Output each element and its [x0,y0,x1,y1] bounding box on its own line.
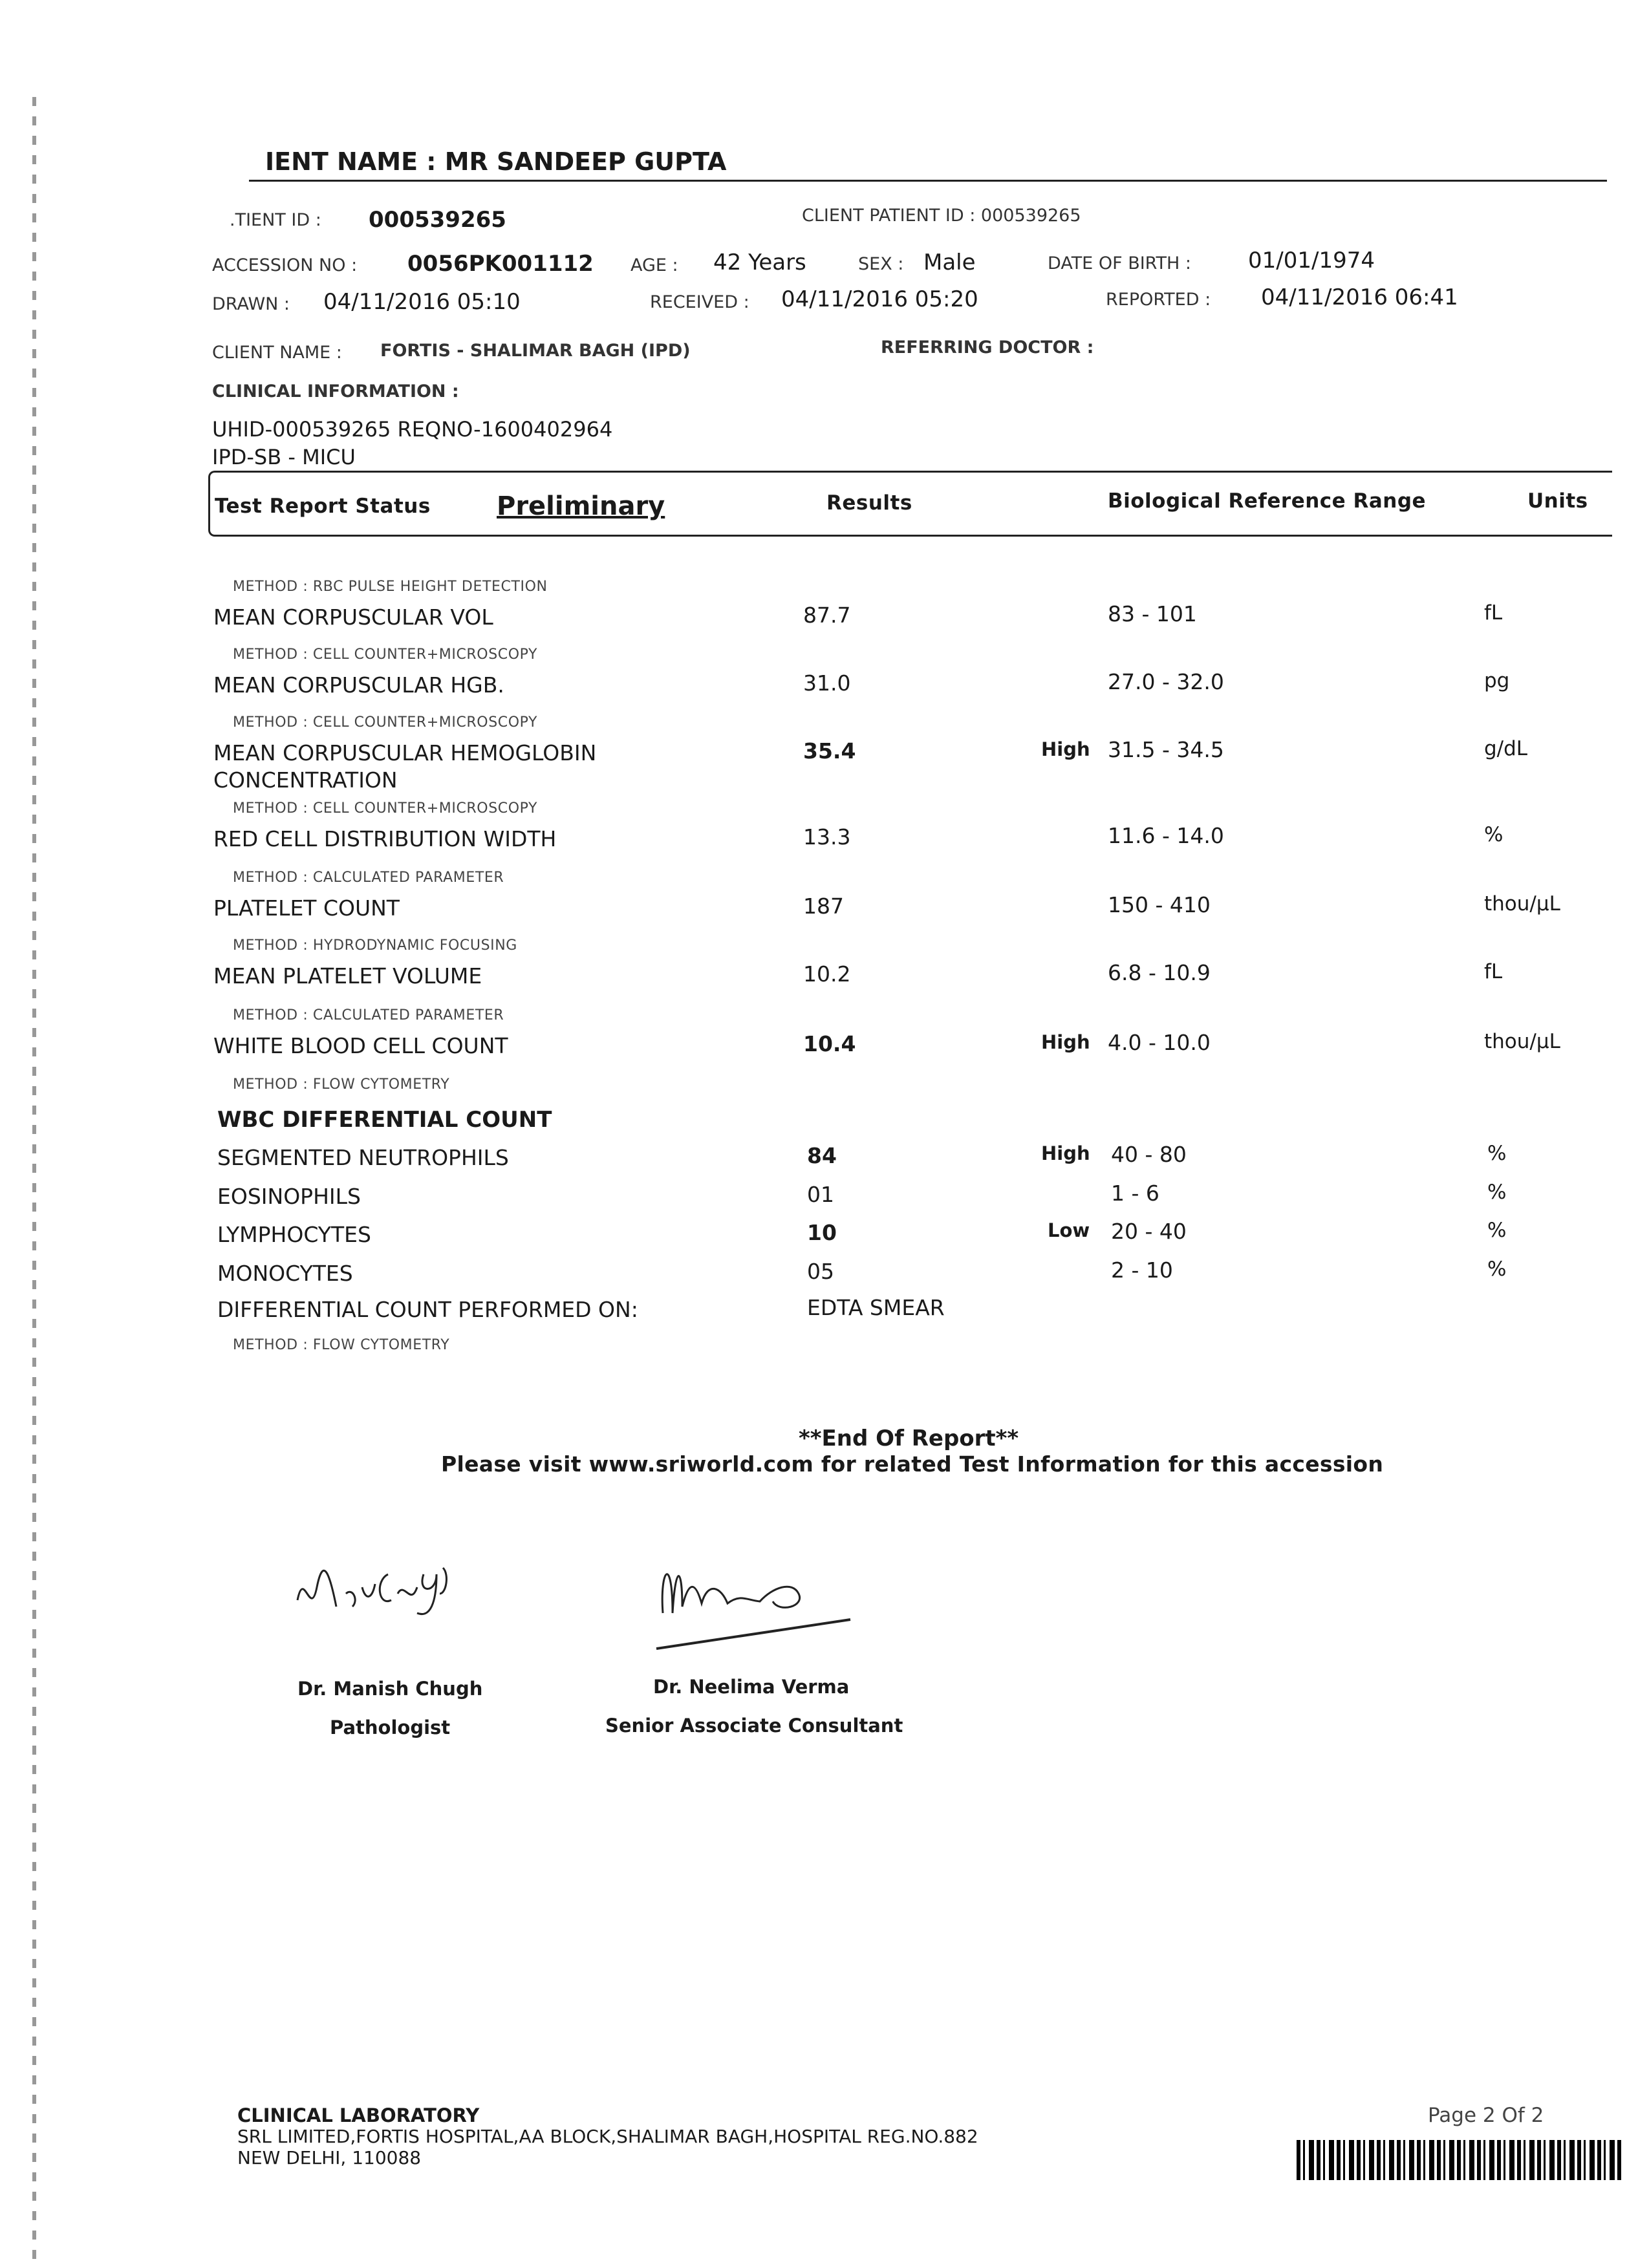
referring-doctor-label: REFERRING DOCTOR : [881,337,1094,358]
differential-name: MONOCYTES [217,1261,353,1286]
dob-label: DATE OF BIRTH : [1048,253,1191,273]
footer-lab-title: CLINICAL LABORATORY [237,2104,480,2126]
differential-range: 40 - 80 [1111,1142,1187,1167]
differential-name: SEGMENTED NEUTROPHILS [217,1145,509,1170]
page-number: Page 2 Of 2 [1428,2104,1544,2127]
differential-unit: % [1487,1142,1507,1165]
dob-value: 01/01/1974 [1248,248,1375,273]
results-header: Results [826,491,912,515]
clinical-info-line1: UHID-000539265 REQNO-1600402964 [212,417,613,442]
differential-flag: High [1041,1142,1090,1164]
patient-name: IENT NAME : MR SANDEEP GUPTA [265,147,727,176]
patient-id-label: .TIENT ID : [230,210,321,230]
differential-result: 10 [807,1220,837,1245]
client-patient-id: CLIENT PATIENT ID : 000539265 [802,206,1081,226]
differential-unit: % [1487,1257,1507,1281]
differential-name: EOSINOPHILS [217,1184,361,1209]
test-unit: % [1484,823,1503,846]
footer-address-2: NEW DELHI, 110088 [237,2147,422,2168]
diff-performed-value: EDTA SMEAR [807,1295,945,1320]
end-of-report: **End Of Report** [799,1426,1019,1451]
test-name-cont: CONCENTRATION [213,767,398,793]
test-range: 31.5 - 34.5 [1108,737,1224,762]
units-header: Units [1527,489,1588,513]
signature-manish-chugh [285,1548,491,1645]
test-flag: High [1041,738,1090,760]
sex-value: Male [923,250,976,275]
test-unit: fL [1484,601,1503,625]
test-flag: High [1041,1031,1090,1053]
signatory-2-name: Dr. Neelima Verma [653,1676,850,1698]
test-result: 187 [803,893,844,919]
test-range: 150 - 410 [1108,892,1211,917]
diff-performed-label: DIFFERENTIAL COUNT PERFORMED ON: [217,1297,638,1322]
client-name-value: FORTIS - SHALIMAR BAGH (IPD) [380,341,691,361]
accession-value: 0056PK001112 [407,251,594,277]
test-result: 31.0 [803,670,851,696]
differential-flag: Low [1048,1219,1090,1241]
barcode [1297,2140,1623,2180]
test-method: METHOD : RBC PULSE HEIGHT DETECTION [233,579,548,595]
test-name: MEAN PLATELET VOLUME [213,963,482,989]
test-method: METHOD : CALCULATED PARAMETER [233,1007,504,1023]
status-label: Test Report Status [215,495,431,518]
visit-note: Please visit www.sriworld.com for related Test Information for this accession [441,1451,1384,1477]
test-method: METHOD : CELL COUNTER+MICROSCOPY [233,647,538,663]
differential-name: LYMPHOCYTES [217,1222,371,1247]
scan-edge-artifact [32,97,36,2263]
test-name: RED CELL DISTRIBUTION WIDTH [213,826,557,851]
differential-range: 1 - 6 [1111,1181,1159,1206]
test-method: METHOD : CELL COUNTER+MICROSCOPY [233,800,538,817]
drawn-label: DRAWN : [212,294,290,314]
test-method: METHOD : CELL COUNTER+MICROSCOPY [233,714,538,731]
header-rule [249,180,1607,182]
test-name: WHITE BLOOD CELL COUNT [213,1033,508,1058]
test-range: 27.0 - 32.0 [1108,669,1224,694]
sex-label: SEX : [858,254,904,274]
test-range: 83 - 101 [1108,601,1197,626]
differential-result: 05 [807,1259,834,1284]
differential-range: 20 - 40 [1111,1219,1187,1244]
reported-label: REPORTED : [1106,290,1211,310]
test-name: MEAN CORPUSCULAR HGB. [213,672,504,698]
received-label: RECEIVED : [650,292,749,312]
wbc-method: METHOD : FLOW CYTOMETRY [233,1076,450,1093]
test-name: MEAN CORPUSCULAR VOL [213,604,493,630]
signatory-1-title: Pathologist [330,1717,451,1738]
differential-result: 01 [807,1182,834,1207]
test-result: 10.2 [803,961,851,987]
test-result: 87.7 [803,603,851,628]
age-label: AGE : [630,255,678,275]
final-method: METHOD : FLOW CYTOMETRY [233,1337,450,1353]
test-unit: fL [1484,960,1503,983]
differential-unit: % [1487,1219,1507,1242]
test-unit: pg [1484,669,1510,692]
test-result: 13.3 [803,824,851,850]
wbc-section-title: WBC DIFFERENTIAL COUNT [217,1107,552,1133]
test-name: PLATELET COUNT [213,895,400,921]
reported-value: 04/11/2016 06:41 [1261,284,1458,310]
range-header: Biological Reference Range [1108,489,1427,513]
patient-id-value: 000539265 [369,207,506,233]
signatory-2-title: Senior Associate Consultant [605,1715,903,1737]
test-unit: thou/µL [1484,1030,1560,1053]
test-range: 6.8 - 10.9 [1108,960,1211,985]
test-unit: thou/µL [1484,892,1560,915]
test-unit: g/dL [1484,737,1528,760]
accession-label: ACCESSION NO : [212,255,358,275]
clinical-info-line2: IPD-SB - MICU [212,445,356,469]
clinical-info-label: CLINICAL INFORMATION : [212,381,459,401]
signatory-1-name: Dr. Manish Chugh [297,1678,483,1700]
test-result: 10.4 [803,1031,856,1056]
client-name-label: CLIENT NAME : [212,343,342,363]
test-name: MEAN CORPUSCULAR HEMOGLOBIN [213,740,597,765]
received-value: 04/11/2016 05:20 [781,286,978,312]
footer-address-1: SRL LIMITED,FORTIS HOSPITAL,AA BLOCK,SHALIMAR BAGH,HOSPITAL REG.NO.882 [237,2126,978,2147]
test-range: 4.0 - 10.0 [1108,1030,1211,1055]
test-method: METHOD : HYDRODYNAMIC FOCUSING [233,937,517,954]
drawn-value: 04/11/2016 05:10 [323,289,521,315]
differential-result: 84 [807,1143,837,1168]
test-result: 35.4 [803,738,856,764]
status-value: Preliminary [497,491,665,521]
differential-unit: % [1487,1181,1507,1204]
test-range: 11.6 - 14.0 [1108,823,1224,848]
test-method: METHOD : CALCULATED PARAMETER [233,870,504,886]
differential-range: 2 - 10 [1111,1257,1173,1283]
age-value: 42 Years [713,250,806,275]
signature-neelima-verma [643,1542,857,1658]
